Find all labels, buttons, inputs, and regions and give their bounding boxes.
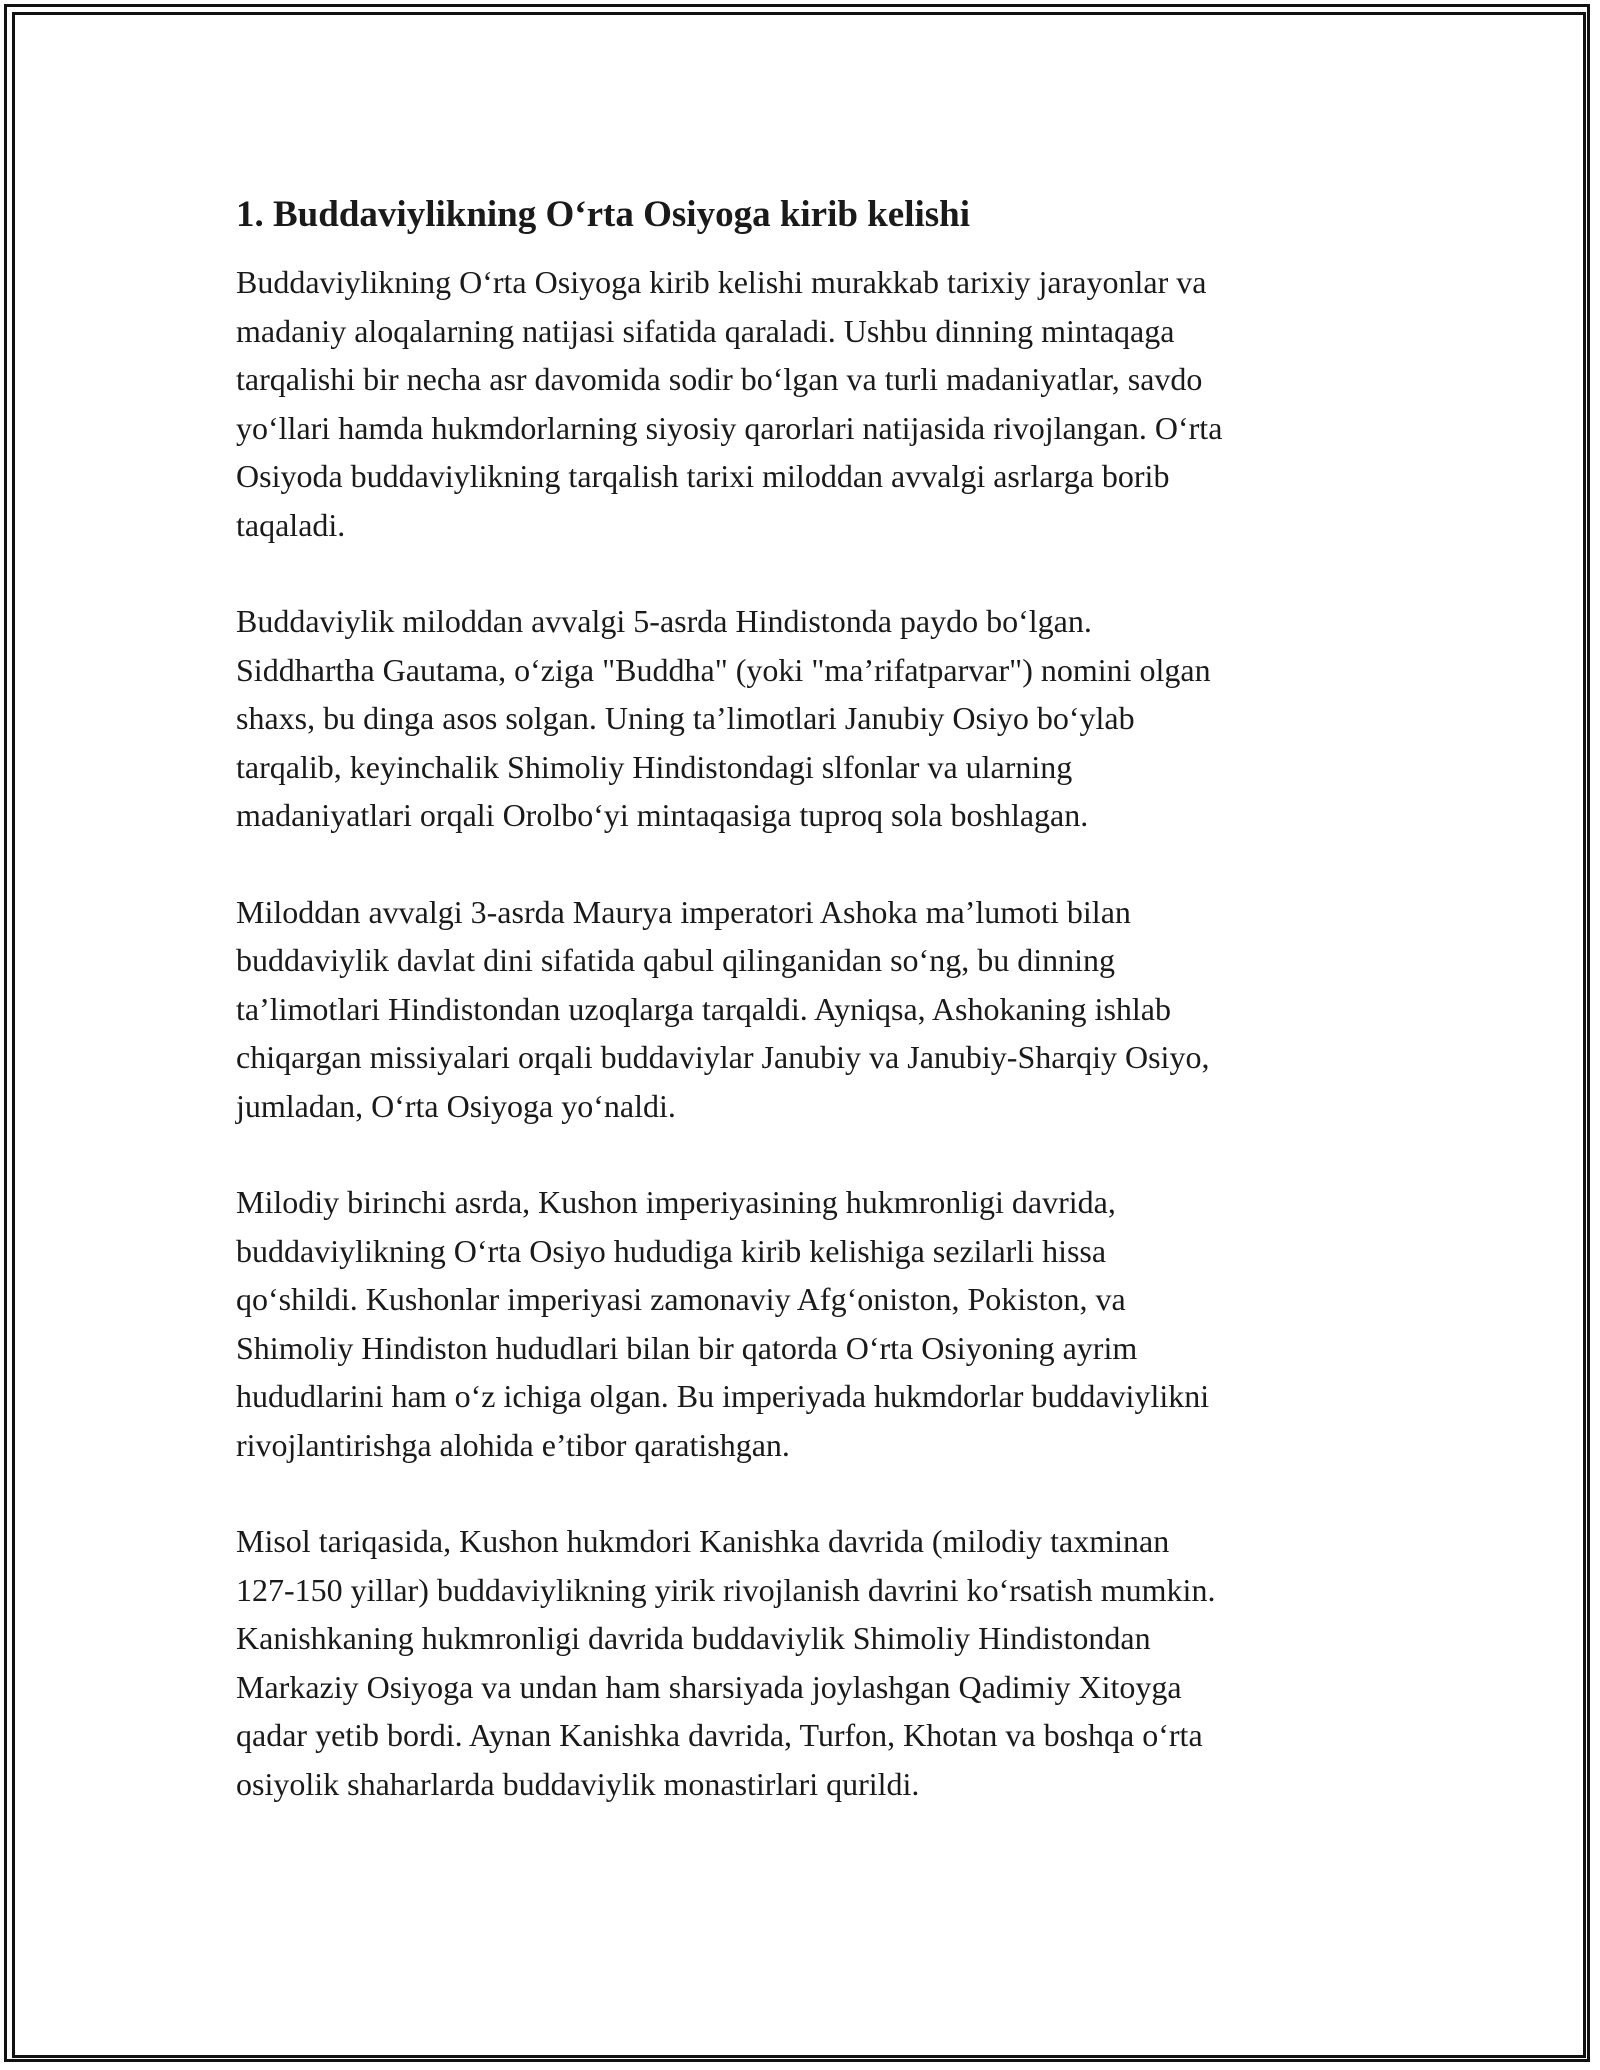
paragraph-3 xyxy=(236,888,1376,1131)
document-body xyxy=(236,186,1376,1856)
paragraph-line: taqaladi. xyxy=(236,506,346,543)
paragraph-line: Markaziy Osiyoga va undan ham sharsiyada joylashgan Qadimiy Xitoyga xyxy=(236,1668,1182,1705)
paragraph-line: 127-150 yillar) buddaviylikning yirik rivojlanish davrini ko‘rsatish mumkin. xyxy=(236,1571,1216,1608)
paragraph-line: Misol tariqasida, Kushon hukmdori Kanishka davrida (milodiy taxminan xyxy=(236,1523,1170,1559)
paragraph-line: osiyolik shaharlarda buddaviylik monastirlari qurildi. xyxy=(236,1765,920,1802)
paragraph-line: Milodiy birinchi asrda, Kushon imperiyasining hukmronligi davrida, xyxy=(236,1184,1116,1220)
paragraph-line: Kanishkaning hukmronligi davrida buddaviylik Shimoliy Hindistondan xyxy=(236,1620,1151,1656)
paragraph-line: buddaviylik davlat dini sifatida qabul qilinganidan so‘ng, bu dinning xyxy=(236,942,1115,978)
section-heading: 1. Buddaviylikning O‘rta Osiyoga kirib kelishi xyxy=(236,194,971,235)
paragraph-line: qo‘shildi. Kushonlar imperiyasi zamonaviy Afg‘oniston, Pokiston, va xyxy=(236,1281,1126,1317)
paragraph-line: tarqalib, keyinchalik Shimoliy Hindistondagi slfonlar va ularning xyxy=(236,748,1073,785)
paragraph-1 xyxy=(236,258,1376,549)
paragraph-2 xyxy=(236,597,1376,840)
paragraph-line: Buddaviylikning O‘rta Osiyoga kirib kelishi murakkab tarixiy jarayonlar va xyxy=(236,264,1207,300)
paragraph-line: Siddhartha Gautama, o‘ziga "Buddha" (yoki "ma’rifatparvar") nomini olgan xyxy=(236,651,1211,688)
paragraph-line: ta’limotlari Hindistondan uzoqlarga tarqaldi. Ayniqsa, Ashokaning ishlab xyxy=(236,990,1171,1027)
paragraph-line: qadar yetib bordi. Aynan Kanishka davrida, Turfon, Khotan va boshqa o‘rta xyxy=(236,1717,1203,1753)
paragraph-line: buddaviylikning O‘rta Osiyo hududiga kirib kelishiga sezilarli hissa xyxy=(236,1232,1107,1269)
paragraph-line: Osiyoda buddaviylikning tarqalish tarixi miloddan avvalgi asrlarga borib xyxy=(236,458,1170,494)
paragraph-line: shaxs, bu dinga asos solgan. Uning ta’limotlari Janubiy Osiyo bo‘ylab xyxy=(236,700,1135,736)
paragraph-line: Miloddan avvalgi 3-asrda Maurya imperatori Ashoka ma’lumoti bilan xyxy=(236,893,1131,930)
paragraph-line: yo‘llari hamda hukmdorlarning siyosiy qarorlari natijasida rivojlangan. O‘rta xyxy=(236,409,1223,446)
paragraph-line: chiqargan missiyalari orqali buddaviylar Janubiy va Janubiy-Sharqiy Osiyo, xyxy=(236,1039,1210,1075)
paragraph-line: madaniy aloqalarning natijasi sifatida qaraladi. Ushbu dinning mintaqaga xyxy=(236,312,1175,349)
paragraph-line: madaniyatlari orqali Orolbo‘yi mintaqasiga tuproq sola boshlagan. xyxy=(236,797,1089,833)
paragraph-line: jumladan, O‘rta Osiyoga yo‘naldi. xyxy=(236,1087,676,1124)
paragraph-line: rivojlantirishga alohida e’tibor qaratishgan. xyxy=(236,1426,790,1463)
paragraph-5 xyxy=(236,1517,1376,1808)
paragraph-line: Buddaviylik miloddan avvalgi 5-asrda Hindistonda paydo bo‘lgan. xyxy=(236,603,1092,639)
paragraph-line: tarqalishi bir necha asr davomida sodir bo‘lgan va turli madaniyatlar, savdo xyxy=(236,361,1203,397)
paragraph-line: hududlarini ham o‘z ichiga olgan. Bu imperiyada hukmdorlar buddaviylikni xyxy=(236,1378,1210,1414)
paragraph-4 xyxy=(236,1178,1376,1469)
paragraph-line: Shimoliy Hindiston hududlari bilan bir qatorda O‘rta Osiyoning ayrim xyxy=(236,1329,1138,1366)
